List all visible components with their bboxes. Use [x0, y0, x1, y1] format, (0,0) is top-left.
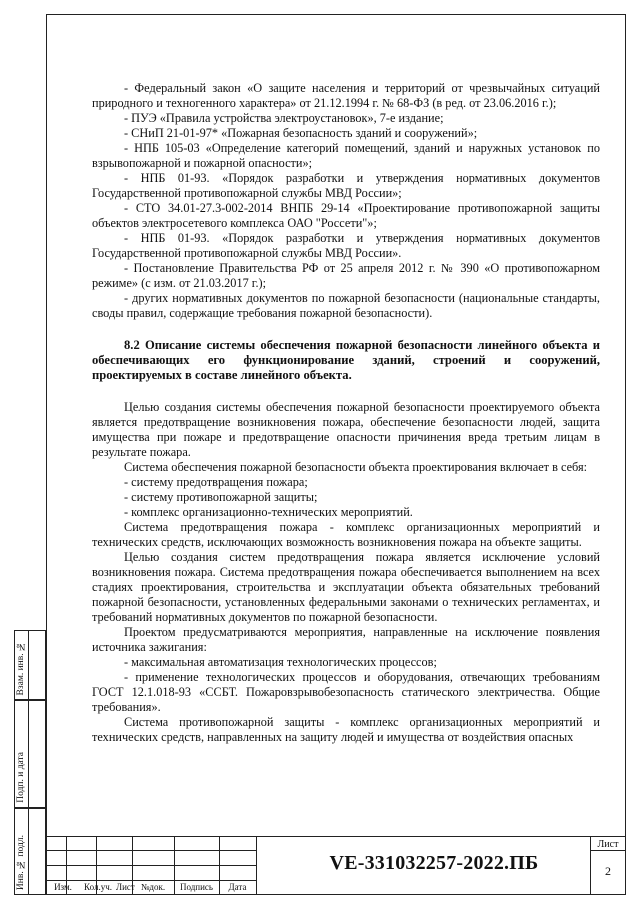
- list-item: - систему противопожарной защиты;: [124, 490, 318, 504]
- paragraph: Система предотвращения пожара - комплекс организационных мероприятий и технических средств, исключающих возможность возникновения пожара на объекте защиты.: [92, 520, 600, 549]
- list-item: - ПУЭ «Правила устройства электроустановок», 7-е издание;: [124, 111, 444, 125]
- list-item: - других нормативных документов по пожарной безопасности (национальные стандарты, своды правил, содержащие требования пожарной безопасности).: [92, 291, 600, 320]
- column-label: Подпись: [179, 882, 214, 892]
- side-label: Взам. инв. №: [16, 640, 26, 695]
- list-item: - НПБ 01-93. «Порядок разработки и утверждения нормативных документов Государственной противопожарной службы МВД России»;: [92, 171, 600, 200]
- column-label: Изм.: [54, 882, 72, 892]
- paragraph: Целью создания систем предотвращения пожара является исключение условий возникновения пожара. Система предотвращения пожара обеспечивается выполнением на всех стадиях проектирования, строительства и эксплуатации объекта обязательных требований пожарной безопасности, установленных федеральными законами о технических регламентах, и требований нормативных документов по пожарной безопасности.: [92, 550, 600, 624]
- side-cell-original-inv: [14, 808, 46, 895]
- list-item: - применение технологических процессов и оборудования, отвечающих требованиям ГОСТ 12.1.018-93 «ССБТ. Пожаровзрывобезопасность статического электричества. Общие требования».: [92, 670, 600, 714]
- column-label: Лист: [116, 882, 135, 892]
- paragraph: Система обеспечения пожарной безопасности объекта проектирования включает в себя:: [124, 460, 588, 474]
- list-item: - максимальная автоматизация технологических процессов;: [124, 655, 437, 669]
- side-cell-replace-inv: [14, 630, 46, 700]
- list-item: - СНиП 21-01-97* «Пожарная безопасность зданий и сооружений»;: [124, 126, 478, 140]
- document-body: [92, 66, 600, 745]
- paragraph: Целью создания системы обеспечения пожарной безопасности проектируемого объекта является предотвращение возникновения пожара, обеспечение безопасности людей, защита имущества при пожаре и предотвращение опасности причинения вреда третьим лицам в результате пожара.: [92, 400, 600, 459]
- document-code: VE-331032257-2022.ПБ: [329, 852, 539, 874]
- side-label: Подп. и дата: [16, 752, 26, 803]
- column-label: Кол.уч.: [84, 882, 112, 892]
- list-item: - СТО 34.01-27.3-002-2014 ВНПБ 29-14 «Проектирование противопожарной защиты объектов электросетевого комплекса ОАО "Россети"»;: [92, 201, 600, 230]
- list-item: - НПБ 105-03 «Определение категорий помещений, зданий и наружных установок по взрывопожарной и пожарной опасности»;: [92, 141, 600, 170]
- list-item: - Постановление Правительства РФ от 25 апреля 2012 г. № 390 «О противопожарном режиме» (с изм. от 21.03.2017 г.);: [92, 261, 600, 290]
- paragraph: Система противопожарной защиты - комплекс организационных мероприятий и технических средств, направленных на защиту людей и имущества от воздействия опасных: [92, 715, 600, 744]
- list-item: - систему предотвращения пожара;: [124, 475, 308, 489]
- paragraph: Проектом предусматриваются мероприятия, направленные на исключение появления источника зажигания:: [92, 625, 600, 654]
- title-block: [46, 836, 626, 895]
- sheet-label: Лист: [597, 839, 619, 850]
- list-item: - Федеральный закон «О защите населения и территорий от чрезвычайных ситуаций природного и техногенного характера» от 21.12.1994 г. № 68-ФЗ (в ред. от 23.06.2016 г.);: [92, 81, 600, 110]
- side-cell-signature-date: [14, 700, 46, 808]
- list-item: - комплекс организационно-технических мероприятий.: [124, 505, 413, 519]
- side-label: Инв. № подл.: [16, 834, 26, 890]
- column-label: №док.: [140, 882, 166, 892]
- list-item: - НПБ 01-93. «Порядок разработки и утверждения нормативных документов Государственной противопожарной службы МВД России».: [92, 231, 600, 260]
- side-stamp: [14, 630, 46, 895]
- sheet-number: 2: [605, 864, 611, 878]
- column-label: Дата: [228, 882, 247, 892]
- section-heading: 8.2 Описание системы обеспечения пожарной безопасности линейного объекта и обеспечивающих его функционирование зданий, строений и сооружений, проектируемых в составе линейного объекта.: [92, 338, 600, 382]
